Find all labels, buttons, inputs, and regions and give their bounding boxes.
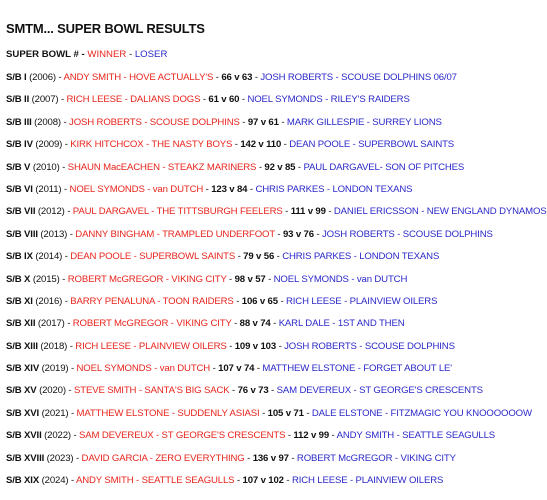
separator: - bbox=[247, 452, 251, 464]
legend-winner: WINNER bbox=[87, 49, 127, 60]
score: 142 v 110 bbox=[240, 139, 282, 151]
result-row bbox=[6, 184, 547, 206]
result-row bbox=[6, 363, 547, 385]
winner: ANDY SMITH - SEATTLE SEAGULLS bbox=[76, 475, 235, 487]
legend bbox=[6, 49, 167, 60]
result-row bbox=[6, 296, 547, 318]
separator: - bbox=[285, 206, 289, 218]
year: (2014) - bbox=[35, 251, 68, 263]
score: 105 v 71 bbox=[267, 407, 304, 419]
year: (2022) - bbox=[44, 430, 77, 442]
score: 107 v 74 bbox=[218, 363, 255, 375]
separator: - bbox=[229, 273, 233, 285]
legend-label: SUPER BOWL # - bbox=[6, 49, 85, 60]
year: (2009) - bbox=[35, 139, 68, 151]
sb-number: S/B III bbox=[6, 116, 32, 128]
separator: - bbox=[229, 340, 233, 352]
loser: DEAN POOLE - SUPERBOWL SAINTS bbox=[289, 139, 455, 151]
result-row bbox=[6, 72, 547, 94]
year: (2019) - bbox=[41, 363, 74, 375]
separator: - bbox=[242, 116, 246, 128]
result-row bbox=[6, 117, 547, 139]
sb-number: S/B I bbox=[6, 72, 27, 83]
sb-number: S/B V bbox=[6, 161, 31, 173]
score: 97 v 61 bbox=[247, 116, 279, 128]
legend-loser: LOSER bbox=[134, 49, 168, 60]
year: (2016) - bbox=[35, 295, 68, 307]
year: (2018) - bbox=[40, 340, 73, 352]
separator: - bbox=[234, 139, 238, 151]
score: 123 v 84 bbox=[211, 183, 248, 195]
score: 76 v 73 bbox=[237, 385, 269, 397]
winner: ROBERT McGREGOR - VIKING CITY bbox=[67, 273, 227, 285]
sb-number: S/B XII bbox=[6, 318, 36, 330]
separator: - bbox=[237, 251, 241, 263]
result-row bbox=[6, 206, 547, 228]
separator: - bbox=[316, 228, 320, 240]
sb-number: S/B XIV bbox=[6, 363, 40, 375]
year: (2006) - bbox=[29, 72, 62, 83]
sb-number: S/B XVI bbox=[6, 407, 40, 419]
loser: SAM DEVEREUX - ST GEORGE'S CRESCENTS bbox=[276, 385, 483, 397]
separator: - bbox=[306, 407, 310, 419]
score: 93 v 76 bbox=[282, 228, 314, 240]
score: 107 v 102 bbox=[242, 475, 284, 487]
result-row bbox=[6, 251, 547, 273]
year: (2012) - bbox=[37, 206, 71, 218]
sb-number: S/B IX bbox=[6, 251, 33, 263]
year: (2024) - bbox=[41, 475, 74, 487]
separator: - bbox=[286, 475, 290, 487]
score: 109 v 103 bbox=[234, 340, 277, 352]
separator: - bbox=[202, 94, 206, 106]
separator: - bbox=[254, 72, 258, 83]
separator: - bbox=[331, 430, 335, 442]
separator: - bbox=[297, 161, 301, 173]
result-row bbox=[6, 475, 547, 497]
loser: JOSH ROBERTS - SCOUSE DOLPHINS 06/07 bbox=[260, 72, 457, 83]
loser: MATTHEW ELSTONE - FORGET ABOUT LE' bbox=[262, 363, 452, 375]
sb-number: S/B IV bbox=[6, 139, 33, 151]
result-row bbox=[6, 139, 547, 161]
winner: RICH LEESE - PLAINVIEW OILERS bbox=[75, 340, 227, 352]
loser: ROBERT McGREGOR - VIKING CITY bbox=[296, 452, 456, 464]
result-row bbox=[6, 274, 547, 296]
result-row bbox=[6, 408, 547, 430]
winner: KIRK HITCHCOX - THE NASTY BOYS bbox=[70, 139, 233, 151]
score: 66 v 63 bbox=[221, 72, 253, 83]
score: 79 v 56 bbox=[243, 251, 275, 263]
separator: - bbox=[287, 430, 291, 442]
winner: NOEL SYMONDS - van DUTCH bbox=[69, 183, 204, 195]
separator: - bbox=[232, 385, 236, 397]
loser: DALE ELSTONE - FITZMAGIC YOU KNOOOOOOW bbox=[311, 407, 532, 419]
sb-number: S/B XVIII bbox=[6, 452, 45, 464]
winner: DAVID GARCIA - ZERO EVERYTHING bbox=[81, 452, 245, 464]
separator: - bbox=[280, 295, 284, 307]
score: 112 v 99 bbox=[293, 430, 330, 442]
separator: - bbox=[278, 340, 282, 352]
loser: CHRIS PARKES - LONDON TEXANS bbox=[255, 183, 413, 195]
legend-separator: - bbox=[128, 49, 133, 60]
loser: NOEL SYMONDS - van DUTCH bbox=[273, 273, 408, 285]
score: 88 v 74 bbox=[239, 318, 271, 330]
winner: BARRY PENALUNA - TOON RAIDERS bbox=[70, 295, 234, 307]
separator: - bbox=[215, 72, 219, 83]
sb-number: S/B XIII bbox=[6, 340, 38, 352]
separator: - bbox=[212, 363, 216, 375]
year: (2007) - bbox=[31, 94, 65, 106]
sb-number: S/B XV bbox=[6, 385, 37, 397]
winner: STEVE SMITH - SANTA'S BIG SACK bbox=[74, 385, 230, 397]
separator: - bbox=[241, 94, 245, 106]
loser: JOSH ROBERTS - SCOUSE DOLPHINS bbox=[322, 228, 493, 240]
sb-number: S/B X bbox=[6, 273, 31, 285]
separator: - bbox=[273, 318, 277, 330]
winner: ANDY SMITH - HOVE ACTUALLY'S bbox=[63, 72, 214, 83]
sb-number: S/B VII bbox=[6, 206, 36, 218]
winner: RICH LEESE - DALIANS DOGS bbox=[66, 94, 201, 106]
loser: RICH LEESE - PLAINVIEW OILERS bbox=[291, 475, 444, 487]
year: (2011) - bbox=[35, 183, 68, 195]
separator: - bbox=[236, 295, 240, 307]
loser: CHRIS PARKES - LONDON TEXANS bbox=[282, 251, 440, 263]
winner: PAUL DARGAVEL - THE TITTSBURGH FEELERS bbox=[72, 206, 283, 218]
sb-number: S/B XVII bbox=[6, 430, 42, 442]
separator: - bbox=[291, 452, 295, 464]
winner: ROBERT McGREGOR - VIKING CITY bbox=[72, 318, 232, 330]
separator: - bbox=[234, 318, 238, 330]
loser: DANIEL ERICSSON - NEW ENGLAND DYNAMOS bbox=[333, 206, 547, 218]
sb-number: S/B XIX bbox=[6, 475, 40, 487]
separator: - bbox=[258, 161, 262, 173]
year: (2020) - bbox=[39, 385, 72, 397]
results-list bbox=[6, 72, 547, 497]
separator: - bbox=[328, 206, 332, 218]
result-row bbox=[6, 385, 547, 407]
sb-number: S/B VI bbox=[6, 183, 33, 195]
separator: - bbox=[281, 116, 285, 128]
sb-number: S/B VIII bbox=[6, 228, 38, 240]
winner: DEAN POOLE - SUPERBOWL SAINTS bbox=[70, 251, 236, 263]
year: (2021) - bbox=[41, 407, 74, 419]
separator: - bbox=[262, 407, 266, 419]
result-row bbox=[6, 430, 547, 452]
sb-number: S/B II bbox=[6, 94, 30, 106]
loser: JOSH ROBERTS - SCOUSE DOLPHINS bbox=[284, 340, 455, 352]
separator: - bbox=[271, 385, 275, 397]
separator: - bbox=[277, 228, 281, 240]
winner: MATTHEW ELSTONE - SUDDENLY ASIASI bbox=[76, 407, 260, 419]
separator: - bbox=[256, 363, 260, 375]
separator: - bbox=[283, 139, 287, 151]
result-row bbox=[6, 453, 547, 475]
result-row bbox=[6, 318, 547, 340]
winner: JOSH ROBERTS - SCOUSE DOLPHINS bbox=[69, 116, 240, 128]
loser: KARL DALE - 1ST AND THEN bbox=[278, 318, 405, 330]
separator: - bbox=[205, 183, 209, 195]
score: 136 v 97 bbox=[252, 452, 289, 464]
winner: NOEL SYMONDS - van DUTCH bbox=[76, 363, 211, 375]
year: (2023) - bbox=[46, 452, 80, 464]
year: (2013) - bbox=[40, 228, 73, 240]
year: (2015) - bbox=[32, 273, 66, 285]
sb-number: S/B XI bbox=[6, 295, 33, 307]
loser: ANDY SMITH - SEATTLE SEAGULLS bbox=[336, 430, 496, 442]
result-row bbox=[6, 341, 547, 363]
winner: DANNY BINGHAM - TRAMPLED UNDERFOOT bbox=[75, 228, 275, 240]
year: (2017) - bbox=[37, 318, 71, 330]
result-row bbox=[6, 229, 547, 251]
loser: PAUL DARGAVEL- SON OF PITCHES bbox=[303, 161, 465, 173]
year: (2008) - bbox=[34, 116, 67, 128]
result-row bbox=[6, 94, 547, 116]
loser: NOEL SYMONDS - RILEY'S RAIDERS bbox=[247, 94, 410, 106]
separator: - bbox=[268, 273, 272, 285]
winner: SAM DEVEREUX - ST GEORGE'S CRESCENTS bbox=[79, 430, 286, 442]
separator: - bbox=[276, 251, 280, 263]
result-row bbox=[6, 162, 547, 184]
score: 98 v 57 bbox=[234, 273, 266, 285]
score: 92 v 85 bbox=[264, 161, 296, 173]
separator: - bbox=[249, 183, 253, 195]
year: (2010) - bbox=[32, 161, 66, 173]
winner: SHAUN MacEACHEN - STEAKZ MARINERS bbox=[67, 161, 257, 173]
page-title: SMTM... SUPER BOWL RESULTS bbox=[6, 21, 205, 36]
score: 61 v 60 bbox=[208, 94, 240, 106]
score: 106 v 65 bbox=[241, 295, 278, 307]
loser: MARK GILLESPIE - SURREY LIONS bbox=[286, 116, 442, 128]
separator: - bbox=[236, 475, 240, 487]
score: 111 v 99 bbox=[290, 206, 326, 218]
loser: RICH LEESE - PLAINVIEW OILERS bbox=[286, 295, 438, 307]
